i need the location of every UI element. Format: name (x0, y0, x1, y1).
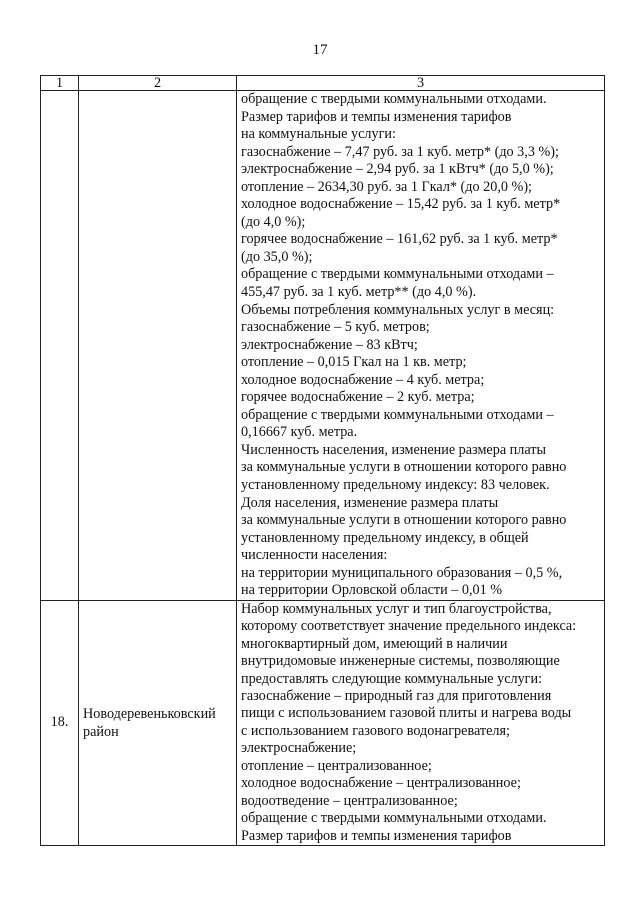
text-line: установленному предельному индексу: 83 человек. (241, 477, 550, 494)
header-col-3: 3 (237, 76, 605, 91)
district-name-line: Новодеревеньковский (83, 705, 216, 722)
row-number-cell: 18. (41, 600, 79, 845)
text-line: предоставлять следующие коммунальные услуги: (241, 670, 543, 687)
text-line: газоснабжение – 5 куб. метров; (241, 319, 430, 336)
text-line: электроснабжение; (241, 740, 357, 757)
text-line: горячее водоснабжение – 2 куб. метра; (241, 389, 475, 406)
row-number-cell (41, 91, 79, 601)
description-cell (237, 600, 605, 845)
text-line: водоотведение – централизованное; (241, 792, 458, 809)
text-line: обращение с твердыми коммунальными отходами – (241, 406, 554, 423)
text-line: 0,16667 куб. метра. (241, 424, 358, 441)
description-cell (237, 91, 605, 601)
text-line: за коммунальные услуги в отношении которого равно (241, 459, 567, 476)
text-line: обращение с твердыми коммунальными отходами. (241, 91, 547, 107)
header-col-1: 1 (41, 76, 79, 91)
text-line: (до 35,0 %); (241, 248, 313, 265)
text-line: обращение с твердыми коммунальными отходами – (241, 266, 554, 283)
text-line: газоснабжение – 7,47 руб. за 1 куб. метр* (до 3,3 %); (241, 143, 559, 160)
text-line: Доля населения, изменение размера платы (241, 494, 499, 511)
text-line: горячее водоснабжение – 161,62 руб. за 1 куб. метр* (241, 231, 558, 248)
text-line: Набор коммунальных услуг и тип благоустройства, (241, 600, 552, 617)
text-line: Размер тарифов и темпы изменения тарифов (241, 108, 512, 125)
text-line: установленному предельному индексу, в общей (241, 529, 529, 546)
text-line: холодное водоснабжение – 4 куб. метра; (241, 371, 485, 388)
text-line: (до 4,0 %); (241, 213, 306, 230)
text-line: пищи с использованием газовой плиты и нагрева воды (241, 705, 572, 722)
text-line: на территории муниципального образования – 0,5 %, (241, 564, 563, 581)
district-name-line: район (83, 723, 119, 740)
text-line: электроснабжение – 83 кВтч; (241, 336, 418, 353)
table-row (41, 91, 605, 601)
text-line: многоквартирный дом, имеющий в наличии (241, 635, 508, 652)
table-row (41, 600, 605, 845)
tariff-table (40, 75, 605, 846)
text-line: отопление – централизованное; (241, 757, 432, 774)
text-line: отопление – 0,015 Гкал на 1 кв. метр; (241, 354, 467, 371)
text-line: с использованием газового водонагревателя; (241, 722, 510, 739)
text-line: обращение с твердыми коммунальными отходами. (241, 810, 547, 827)
text-line: Размер тарифов и темпы изменения тарифов (241, 827, 512, 844)
text-line: холодное водоснабжение – 15,42 руб. за 1 куб. метр* (241, 196, 561, 213)
text-line: 455,47 руб. за 1 куб. метр** (до 4,0 %). (241, 284, 477, 301)
text-line: отопление – 2634,30 руб. за 1 Гкал* (до 20,0 %); (241, 178, 532, 195)
text-line: на коммунальные услуги: (241, 126, 396, 143)
text-line: холодное водоснабжение – централизованное; (241, 775, 521, 792)
text-line: которому соответствует значение предельного индекса: (241, 618, 577, 635)
district-cell (79, 600, 237, 845)
text-line: за коммунальные услуги в отношении которого равно (241, 512, 567, 529)
table-header-row (41, 76, 605, 91)
text-line: численности населения: (241, 547, 388, 564)
text-line: Численность населения, изменение размера платы (241, 441, 547, 458)
text-line: на территории Орловской области – 0,01 % (241, 582, 503, 599)
header-col-2: 2 (79, 76, 237, 91)
page-number: 17 (312, 42, 328, 58)
text-line: газоснабжение – природный газ для приготовления (241, 688, 552, 705)
text-line: Объемы потребления коммунальных услуг в месяц: (241, 301, 555, 318)
text-line: внутридомовые инженерные системы, позволяющие (241, 653, 560, 670)
district-cell (79, 91, 237, 601)
text-line: электроснабжение – 2,94 руб. за 1 кВтч* (до 5,0 %); (241, 161, 554, 178)
